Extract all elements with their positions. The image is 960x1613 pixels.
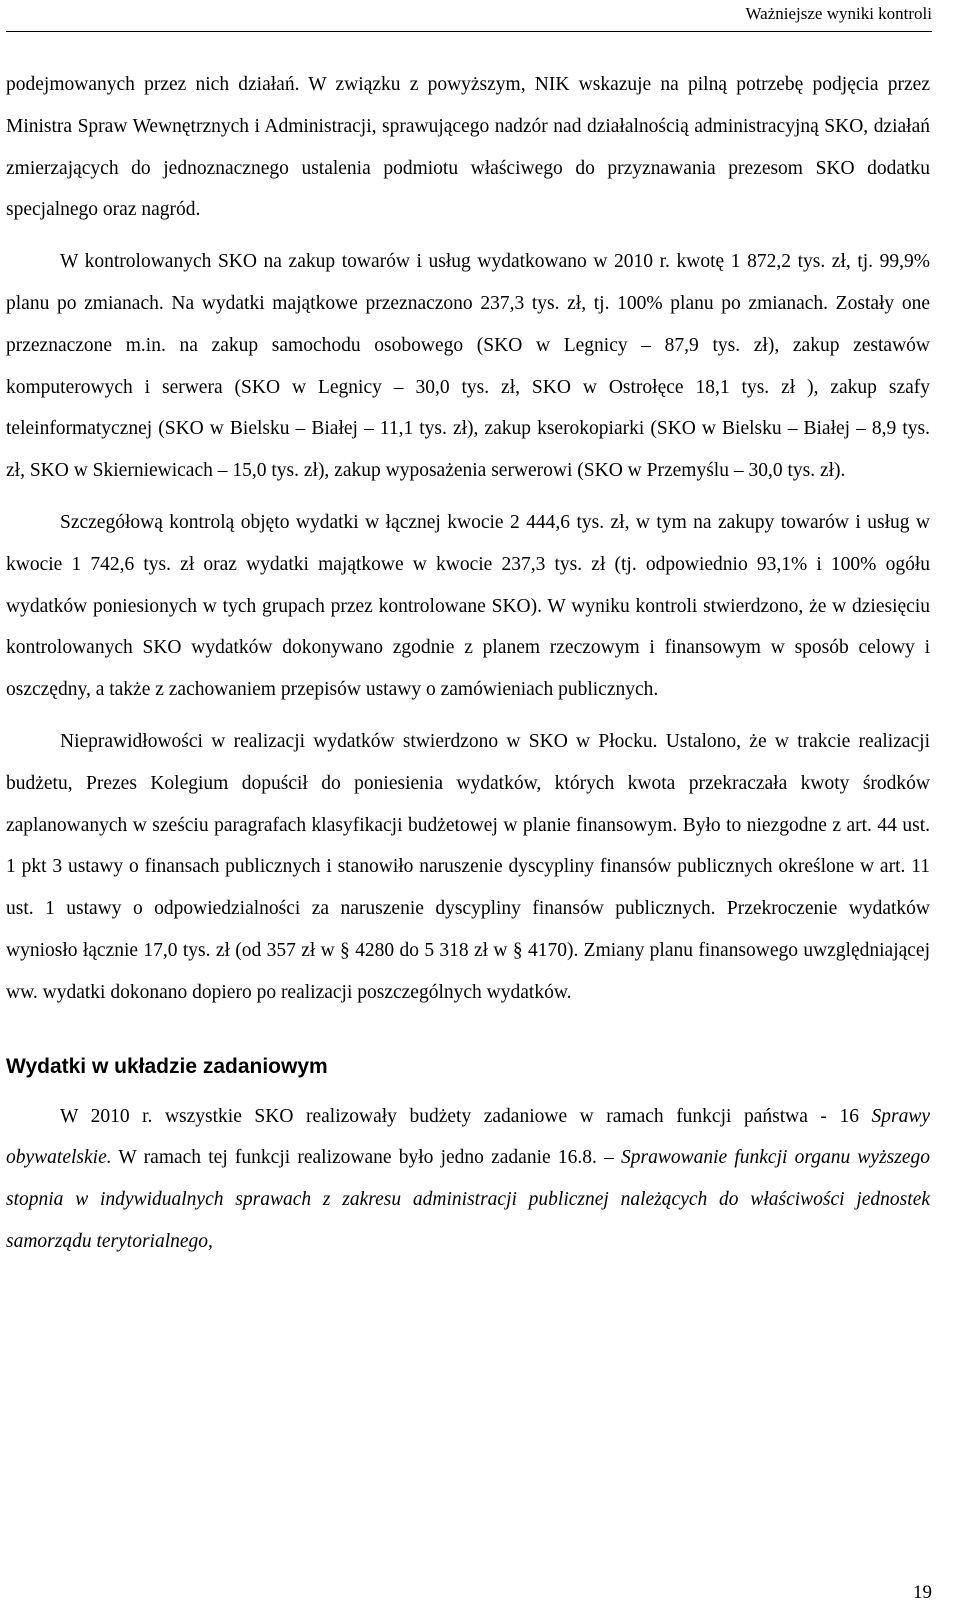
paragraph-irregularities: Nieprawidłowości w realizacji wydatków stwierdzono w SKO w Płocku. Ustalono, że w trakcie realizacji budżetu, Prezes Kolegium dopuścił do poniesienia wydatków, których kwota przekraczała kwoty środków zaplanowanych w sześciu paragrafach klasyfikacji budżetowej w planie finansowym. Było to niezgodne z art. 44 ust. 1 pkt 3 ustawy o finansach publicznych i stanowiło naruszenie dyscypliny finansów publicznych określone w art. 11 ust. 1 ustawy o odpowiedzialności za naruszenie dyscypliny finansów publicznych. Przekroczenie wydatków wyniosło łącznie 17,0 tys. zł (od 357 zł w § 4280 do 5 318 zł w § 4170). Zmiany planu finansowego uwzględniającej ww. wydatki dokonano dopiero po realizacji poszczególnych wydatków. xyxy=(6,730,930,1003)
section-heading: Wydatki w układzie zadaniowym xyxy=(6,1054,328,1078)
task-budget-text-1: W 2010 r. wszystkie SKO realizowały budżety zadaniowe w ramach funkcji państwa - 16 xyxy=(60,1105,872,1127)
paragraph-gap xyxy=(6,231,930,241)
task-budget-italic-1: Sprawy obywatelskie. xyxy=(6,1105,930,1169)
paragraph-continuation: podejmowanych przez nich działań. W związku z powyższym, NIK wskazuje na pilną potrzebę podjęcia przez Ministra Spraw Wewnętrznych i Administracji, sprawującego nadzór nad działalnością administracyjną SKO, działań zmierzających do jednoznacznego ustalenia podmiotu właściwego do przyznawania prezesom SKO dodatku specjalnego oraz nagród. xyxy=(6,74,930,221)
document-body xyxy=(6,64,930,1263)
task-budget-italic-2: Sprawowanie funkcji organu wyższego stopnia w indywidualnych sprawach z zakresu administracji publicznej należących do właściwości jednostek samorządu terytorialnego, xyxy=(6,1147,930,1252)
paragraph-detailed-audit: Szczegółową kontrolą objęto wydatki w łącznej kwocie 2 444,6 tys. zł, w tym na zakupy towarów i usług w kwocie 1 742,6 tys. zł oraz wydatki majątkowe w kwocie 237,3 tys. zł (tj. odpowiednio 93,1% i 100% ogółu wydatków poniesionych w tych grupach przez kontrolowane SKO). W wyniku kontroli stwierdzono, że w dziesięciu kontrolowanych SKO wydatków dokonywano zgodnie z planem rzeczowym i finansowym w sposób celowy i oszczędny, a także z zachowaniem przepisów ustawy o zamówieniach publicznych. xyxy=(6,511,930,701)
running-header: Ważniejsze wyniki kontroli xyxy=(745,4,932,23)
page-number: 19 xyxy=(913,1582,932,1603)
paragraph-gap xyxy=(6,711,930,721)
paragraph-gap xyxy=(6,492,930,502)
task-budget-text-2: W ramach tej funkcji realizowane było jedno zadanie 16.8. – xyxy=(111,1147,621,1169)
paragraph-task-budget xyxy=(6,1096,930,1263)
header-divider xyxy=(6,31,932,32)
paragraph-purchases: W kontrolowanych SKO na zakup towarów i usług wydatkowano w 2010 r. kwotę 1 872,2 tys. zł, tj. 99,9% planu po zmianach. Na wydatki majątkowe przeznaczono 237,3 tys. zł, tj. 100% planu po zmianach. Zostały one przeznaczone m.in. na zakup samochodu osobowego (SKO w Legnicy – 87,9 tys. zł), zakup zestawów komputerowych i serwera (SKO w Legnicy – 30,0 tys. zł, SKO w Ostrołęce 18,1 tys. zł ), zakup szafy teleinformatycznej (SKO w Bielsku – Białej – 11,1 tys. zł), zakup kserokopiarki (SKO w Bielsku – Białej – 8,9 tys. zł, SKO w Skierniewicach – 15,0 tys. zł), zakup wyposażenia serwerowi (SKO w Przemyślu – 30,0 tys. zł). xyxy=(6,251,930,482)
